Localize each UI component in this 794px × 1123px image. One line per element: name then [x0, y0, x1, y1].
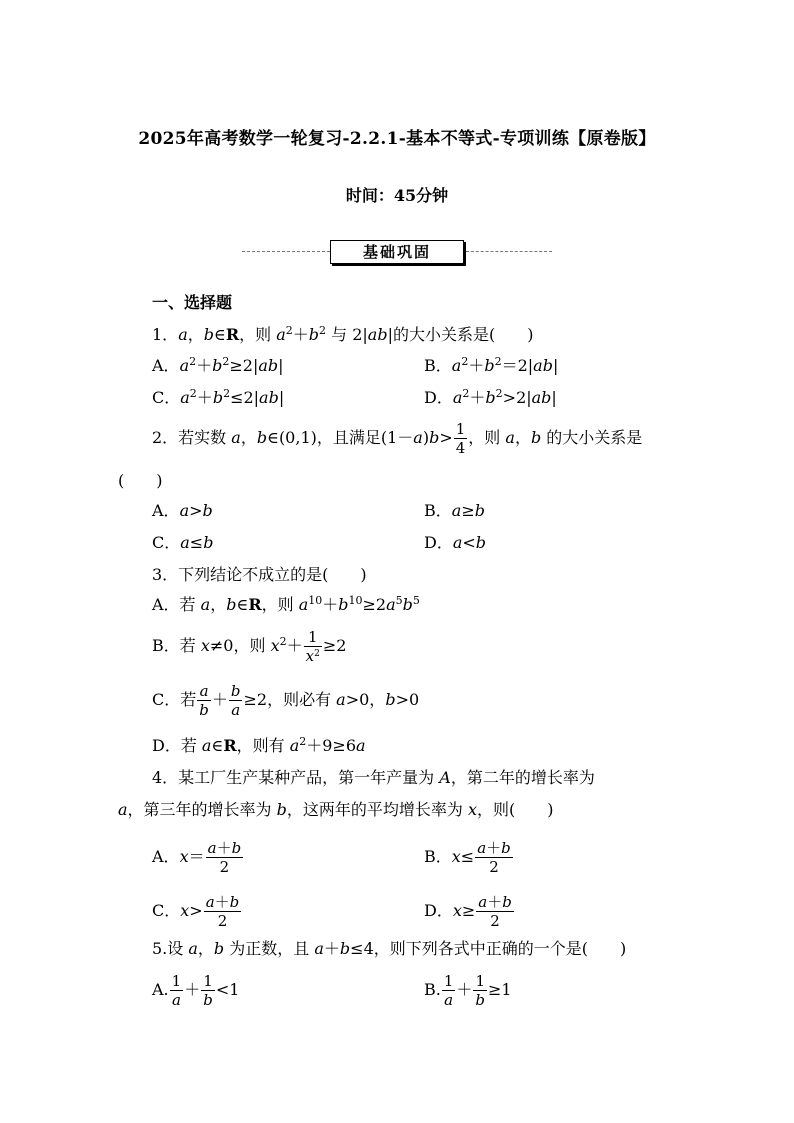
right-dashed-divider	[466, 251, 552, 252]
time-limit: 时间：45分钟	[345, 186, 449, 205]
q5-option-a: A. $\frac{1}{a}$ ＋ $\frac{1}{b}$ <1	[152, 972, 240, 1009]
q2-option-c: C．a≤b	[152, 533, 214, 552]
fraction-a-plus-b-over-2: $\frac{a+b}{2}$	[478, 893, 512, 930]
section-badge: 基础巩固	[330, 240, 464, 264]
question-2: 2．若实数 a，b∈(0,1)，且满足(1－a)b> $\frac{1}{4}$ ，则 a，b 的大小关系是	[152, 420, 643, 457]
question-4-line-2: a，第三年的增长率为 b，这两年的平均增长率为 x，则( )	[118, 800, 554, 819]
fraction-one-over-b: $\frac{1}{b}$	[475, 972, 486, 1009]
question-4-line-1: 4．某工厂生产某种产品，第一年产量为 A，第二年的增长率为	[152, 768, 595, 787]
fraction-one-over-b: $\frac{1}{b}$	[203, 972, 213, 1009]
q3-option-b: B．若 x≠0，则 $x^2+$ $\frac{1}{x^2}$ ≥2	[152, 628, 347, 665]
question-2-blank: ( )	[118, 471, 163, 490]
question-1: 1．a，b∈R，则 $a^2+b^2$ 与 2|ab|的大小关系是( )	[152, 324, 534, 344]
q4-option-c: C．x> $\frac{a+b}{2}$	[152, 893, 240, 930]
q1-option-b: B．$a^2+b^2=2|ab|$	[424, 355, 559, 375]
fraction-a-plus-b-over-2: $\frac{a+b}{2}$	[477, 839, 511, 876]
fraction-one-over-a: $\frac{1}{a}$	[171, 972, 182, 1009]
q4-option-d: D．x≥ $\frac{a+b}{2}$	[424, 893, 512, 930]
document-title: 2025年高考数学一轮复习-2.2.1-基本不等式-专项训练【原卷版】	[138, 129, 656, 149]
q1-option-a: A．$a^2+b^2\ge 2|ab|$	[152, 355, 284, 375]
q4-option-b: B．x≤ $\frac{a+b}{2}$	[424, 839, 511, 876]
question-5: 5.设 a，b 为正数，且 a＋b≤4，则下列各式中正确的一个是( )	[152, 939, 627, 958]
q3-option-a: A．若 a，b∈R，则 $a^{10}+b^{10}\ge 2a^5b^5$	[152, 594, 420, 614]
q2-option-b: B．a≥b	[424, 501, 485, 520]
fraction-one-quarter: $\frac{1}{4}$	[455, 420, 466, 457]
q2-option-d: D．a<b	[424, 533, 487, 552]
left-dashed-divider	[242, 251, 330, 252]
q2-option-a: A．a>b	[152, 501, 213, 520]
fraction-a-over-b: $\frac{a}{b}$	[199, 682, 209, 719]
q3-option-c: C．若 $\frac{a}{b}$ ＋ $\frac{b}{a}$ ≥2，则必有 a>0，b>0	[152, 682, 420, 719]
q3-option-d: D．若 a∈R，则有 $a^2+9\ge 6a$	[152, 735, 366, 755]
fraction-one-over-x-squared: $\frac{1}{x^2}$	[305, 628, 320, 665]
fraction-a-plus-b-over-2: $\frac{a+b}{2}$	[205, 893, 240, 930]
part-heading: 一、选择题	[152, 293, 233, 312]
fraction-one-over-a: $\frac{1}{a}$	[443, 972, 454, 1009]
fraction-a-plus-b-over-2: $\frac{a+b}{2}$	[207, 839, 242, 876]
q5-option-b: B. $\frac{1}{a}$ ＋ $\frac{1}{b}$ ≥1	[424, 972, 512, 1009]
fraction-b-over-a: $\frac{b}{a}$	[230, 682, 241, 719]
question-3: 3．下列结论不成立的是( )	[152, 565, 367, 584]
q1-option-d: D．$a^2+b^2>2|ab|$	[424, 387, 557, 407]
q1-option-c: C．$a^2+b^2\le 2|ab|$	[152, 387, 285, 407]
q4-option-a: A．x＝ $\frac{a+b}{2}$	[152, 839, 242, 876]
